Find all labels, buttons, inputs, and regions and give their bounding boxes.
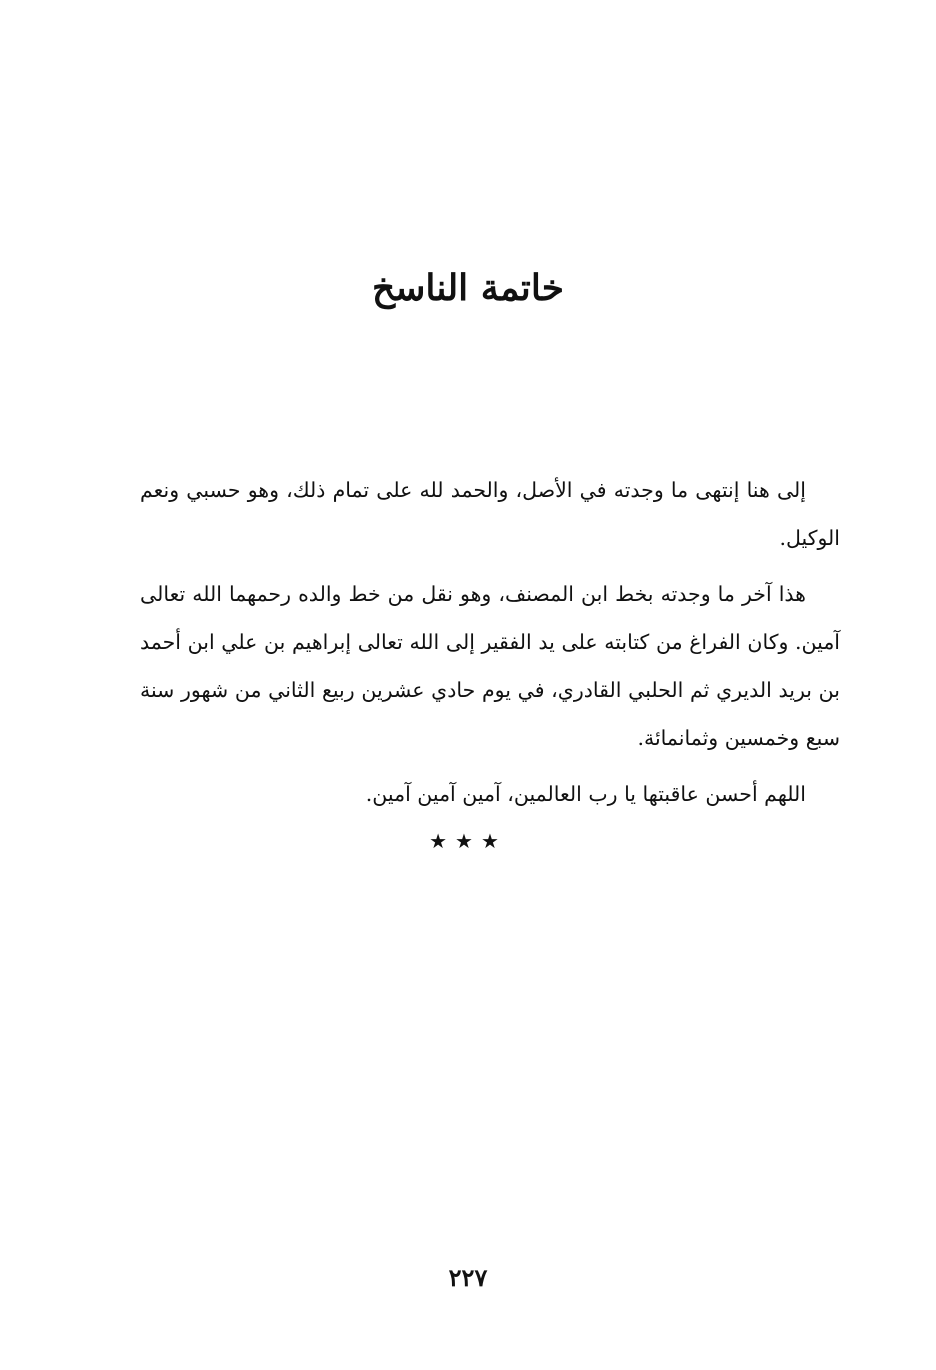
star-separator: ★★★	[429, 829, 507, 853]
page-title: خاتمة الناسخ	[371, 267, 565, 309]
paragraph-closing-prayer: اللهم أحسن عاقبتها يا رب العالمين، آمين آمين آمين.	[365, 782, 806, 806]
body-text	[140, 466, 840, 826]
paragraph-copyist-colophon: هذا آخر ما وجدته بخط ابن المصنف، وهو نقل من خط والده رحمهما الله تعالى آمين. وكان الفراغ من كتابته على يد الفقير إلى الله تعالى إبراهيم بن علي ابن أحمد بن بريد الديري ثم الحلبي القادري، في يوم حادي عشرين ربيع الثاني من شهور سنة سبع وخمسين وثمانمائة.	[140, 582, 840, 750]
paragraph-closing-note: إلى هنا إنتهى ما وجدته في الأصل، والحمد لله على تمام ذلك، وهو حسبي ونعم الوكيل.	[140, 478, 840, 550]
page-number: ٢٢٧	[448, 1263, 488, 1292]
